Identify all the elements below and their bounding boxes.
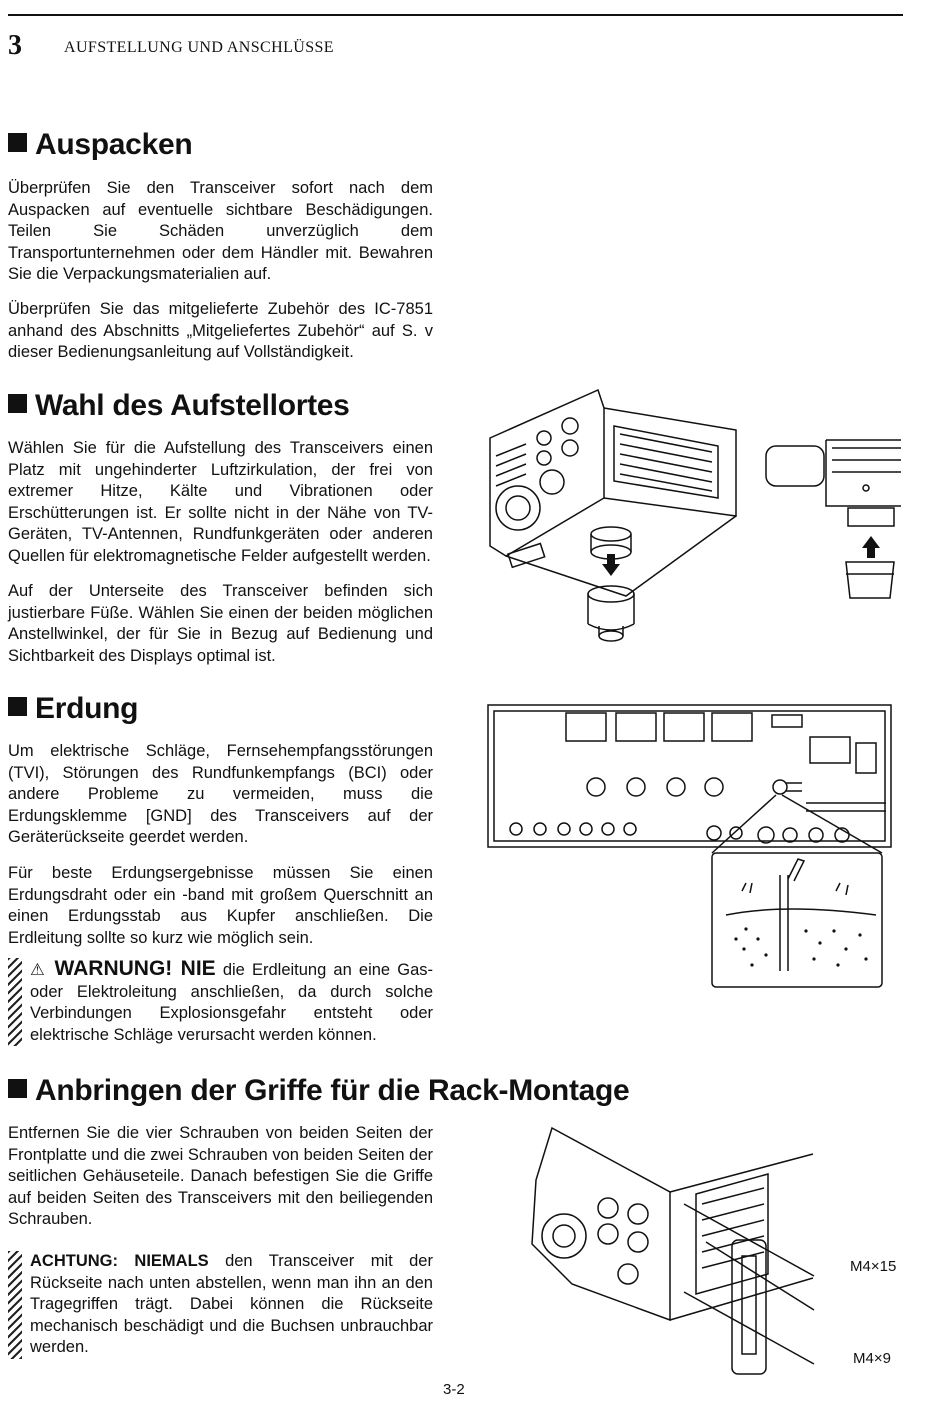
grounding-para-2: Für beste Erdungsergebnisse müssen Sie einen Erdungsdraht oder ein -band mit großem Querschnitt an einen Erdungsstab aus Kupfer anschließen. Die Erdleitung sollte so kurz wie möglich sein. xyxy=(8,864,433,947)
chapter-number: 3 xyxy=(8,30,22,61)
caution-paragraph xyxy=(30,1251,433,1359)
chapter-title: AUFSTELLUNG UND ANSCHLÜSSE xyxy=(64,39,334,56)
warning-box xyxy=(8,958,433,1046)
heading-grounding: Erdung xyxy=(8,692,138,726)
grounding-para-1: Um elektrische Schläge, Fernsehempfangsstörungen (TVI), Störungen des Rundfunkempfangs (BCI) oder andere Probleme zu vermeiden, muss die Erdungsklemme [GND] des Transceivers auf der Geräterückseite geerdet werden. xyxy=(8,742,433,847)
square-bullet-icon xyxy=(8,133,27,152)
heading-unpacking: Auspacken xyxy=(8,128,192,162)
warning-text: die Erdleitung an eine Gas- oder Elektroleitung anschließen, da durch solche Verbindungen Explosionsgefahr entsteht oder elektrische Schläge verursacht werden können. xyxy=(30,961,433,1044)
square-bullet-icon xyxy=(8,394,27,413)
rack-handle-illustration xyxy=(528,1124,818,1392)
caution-text: den Transceiver mit der Rückseite nach unten abstellen, wenn man ihn an den Tragegriffen trägt. Dabei können die Rückseite mechanisch beschädigt und die Buchsen unbrauchbar werden. xyxy=(30,1252,433,1357)
feet-illustration xyxy=(486,386,901,658)
hatch-bar xyxy=(8,958,22,1046)
location-para-1: Wählen Sie für die Aufstellung des Transceivers einen Platz mit ungehinderter Luftzirkulation, der frei von extremer Hitze, Kälte und Vibrationen oder Erschütterungen ist. Er sollte nicht in der Nähe von TV-Geräten, TV-Antennen, Rundfunkgeräten oder anderen Quellen für elektromagnetische Felder aufgestellt werden. xyxy=(8,439,433,565)
warning-paragraph xyxy=(30,958,433,1046)
unpacking-para-2: Überprüfen Sie das mitgelieferte Zubehör des IC-7851 anhand des Abschnitts „Mitgeliefertes Zubehör“ auf S. v dieser Bedienungsanleitung auf Vollständigkeit. xyxy=(8,300,433,362)
rack-para-1: Entfernen Sie die vier Schrauben von beiden Seiten der Frontplatte und die zwei Schrauben von beiden Seiten der seitlichen Gehäuseteile. Danach befestigen Sie die Griffe auf beiden Seiten des Transceivers mit den beiliegenden Schrauben. xyxy=(8,1124,433,1229)
page-number: 3-2 xyxy=(443,1381,465,1398)
label-m4x9: M4×9 xyxy=(853,1350,891,1367)
warning-head: WARNUNG! NIE xyxy=(54,957,216,980)
hatch-bar xyxy=(8,1251,22,1359)
label-m4x15: M4×15 xyxy=(850,1258,897,1275)
location-para-2: Auf der Unterseite des Transceiver befinden sich justierbare Füße. Wählen Sie einen der beiden möglichen Anstellwinkel, der für Sie in Bezug auf Bedienung und Sichtbarkeit des Displays optimal ist. xyxy=(8,582,433,665)
square-bullet-icon xyxy=(8,697,27,716)
heading-location: Wahl des Aufstellortes xyxy=(8,389,350,423)
square-bullet-icon xyxy=(8,1079,27,1098)
rear-panel-grounding-illustration xyxy=(486,703,893,991)
caution-head: ACHTUNG: NIEMALS xyxy=(30,1252,209,1270)
caution-box xyxy=(8,1251,433,1359)
unpacking-para-1: Überprüfen Sie den Transceiver sofort nach dem Auspacken auf eventuelle sichtbare Beschädigungen. Teilen Sie Schäden unverzüglich dem Transportunternehmen oder dem Händler mit. Bewahren Sie die Verpackungsmaterialien auf. xyxy=(8,179,433,284)
heading-rack: Anbringen der Griffe für die Rack-Montage xyxy=(8,1074,629,1108)
warning-triangle-icon: ⚠ xyxy=(30,961,48,979)
header-rule xyxy=(8,14,903,16)
